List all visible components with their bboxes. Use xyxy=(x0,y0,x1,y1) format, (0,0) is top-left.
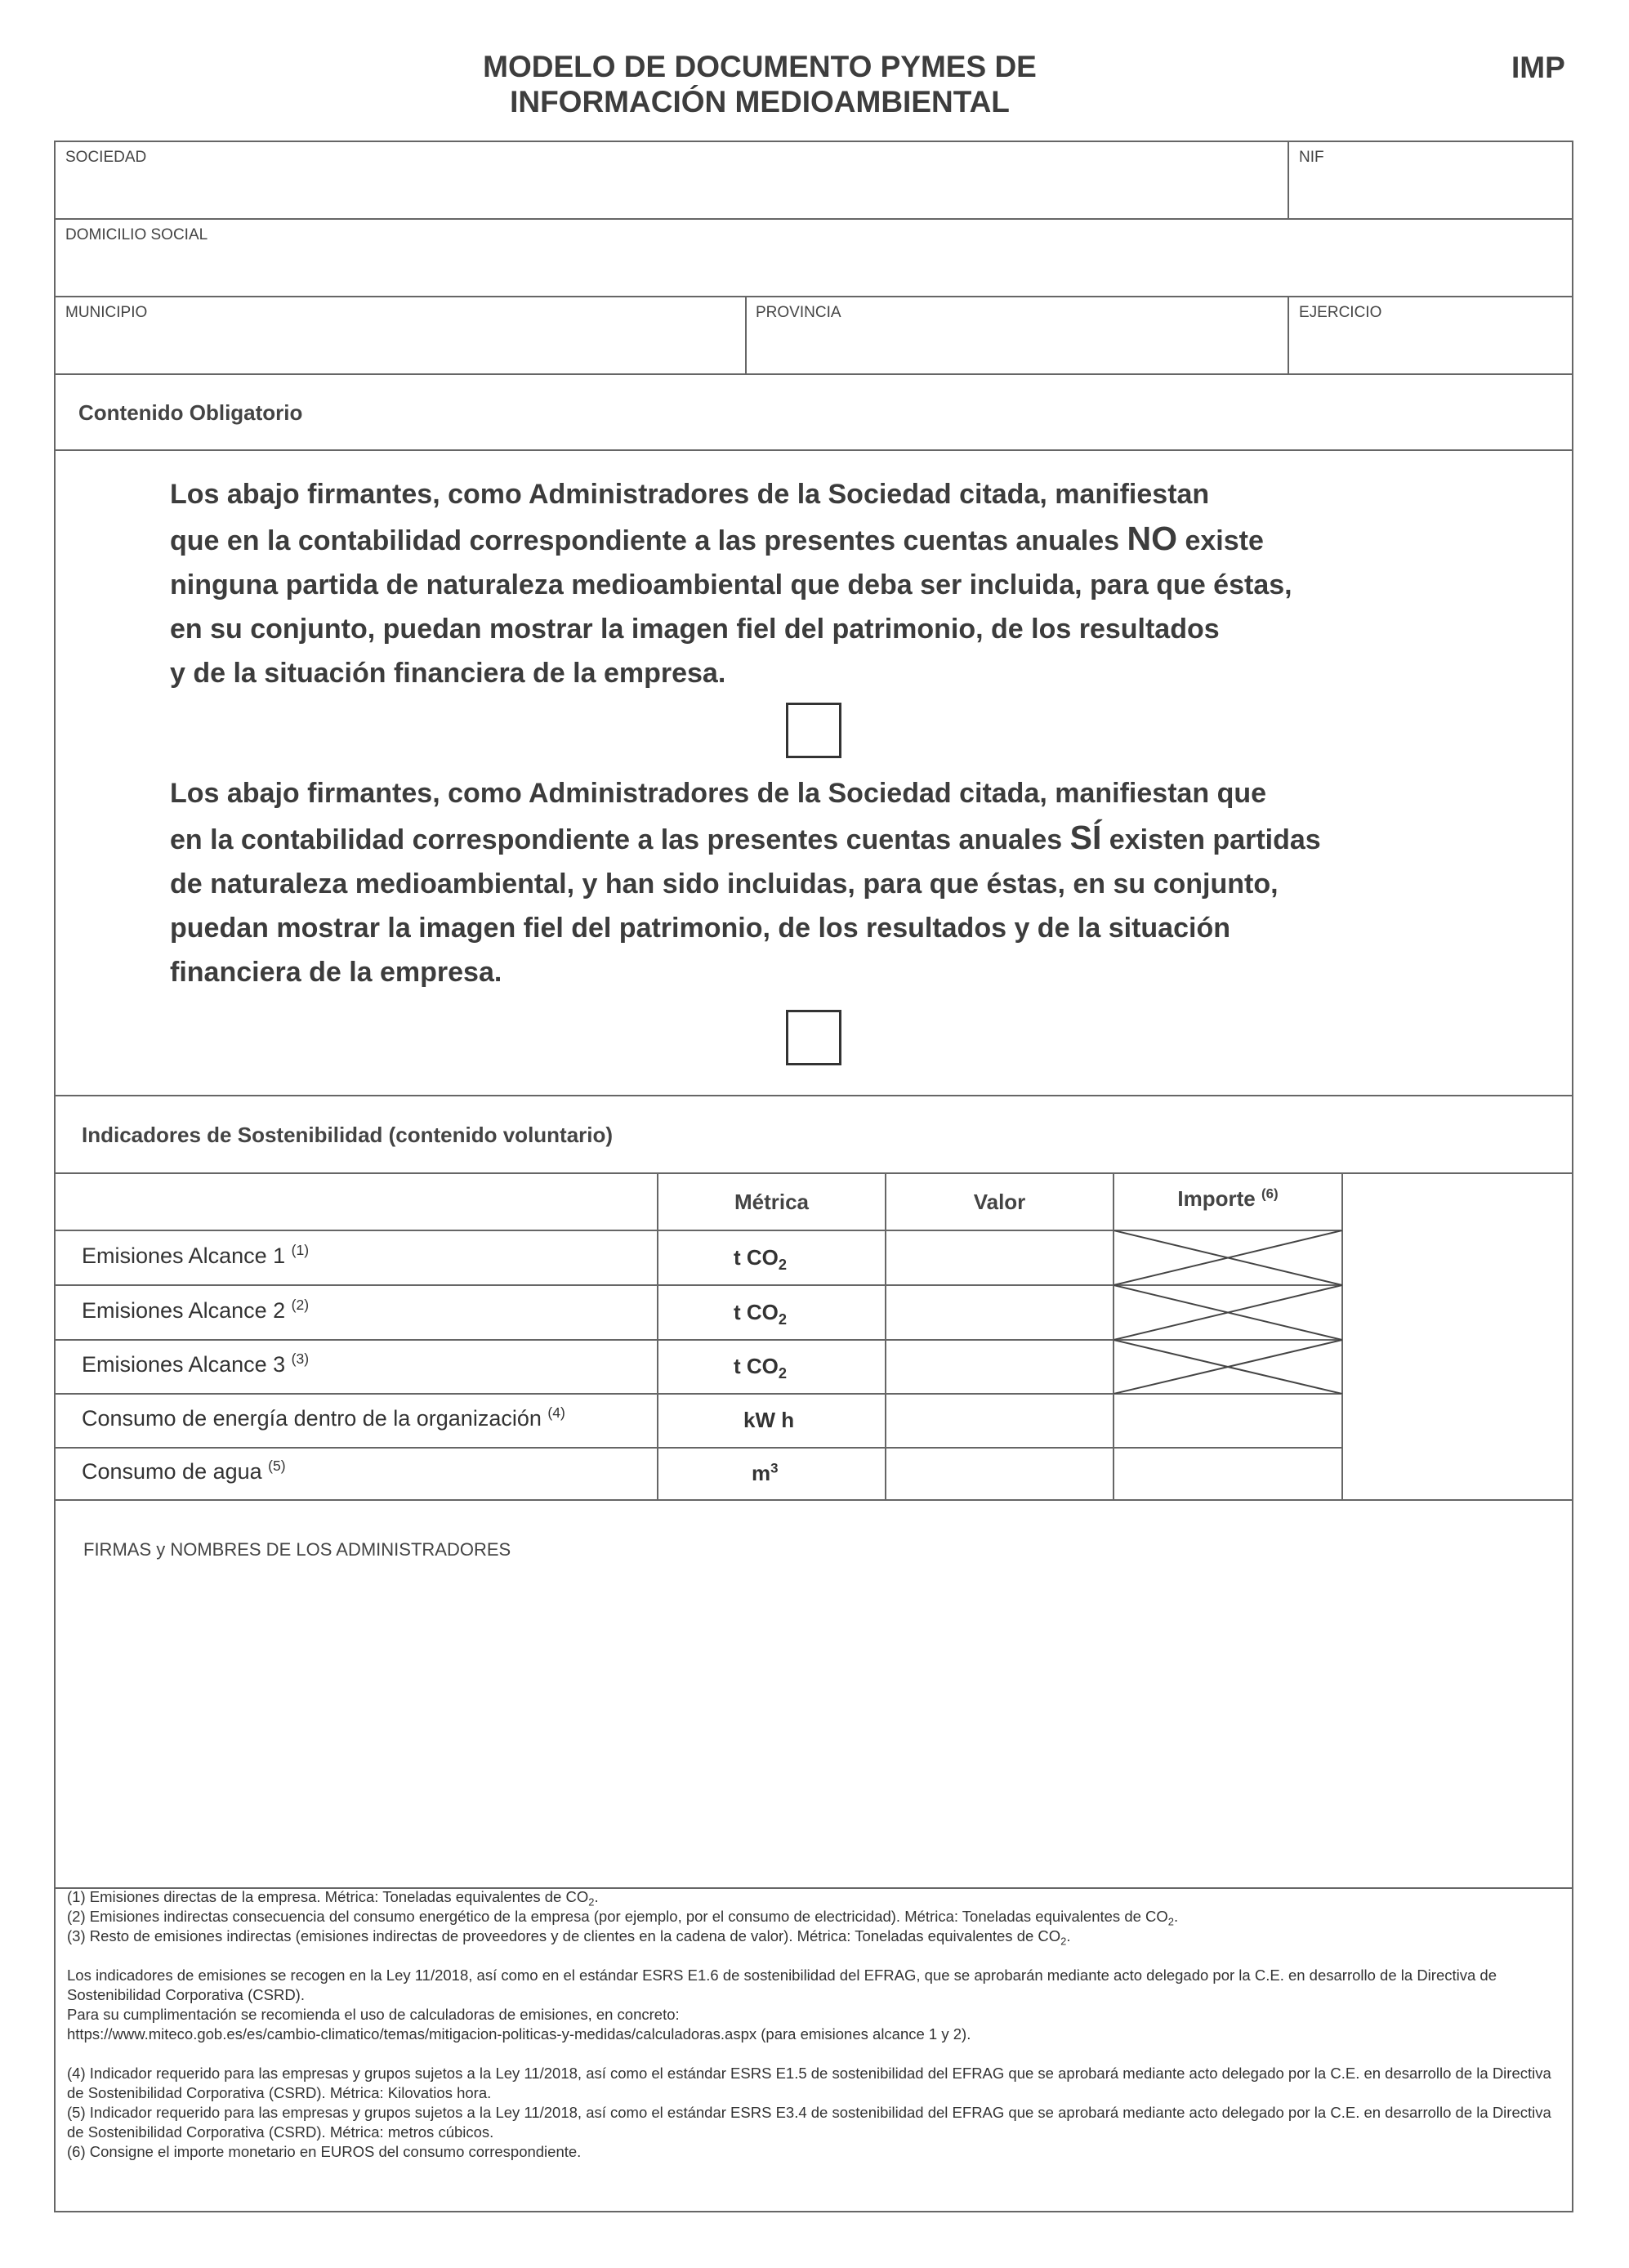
valor-alcance-2[interactable] xyxy=(887,1287,1112,1337)
provincia-label: PROVINCIA xyxy=(756,304,841,321)
divider xyxy=(54,449,1573,451)
obligatorio-heading: Contenido Obligatorio xyxy=(78,400,303,425)
divider xyxy=(1288,141,1289,218)
form-code: IMP xyxy=(1511,51,1565,84)
title-line-2: INFORMACIÓN MEDIOAMBIENTAL xyxy=(510,85,1010,118)
row-label-alcance-1: Emisiones Alcance 1 $^{(1)}$ xyxy=(82,1242,310,1268)
unit-alcance-3: t $CO_2$ xyxy=(734,1354,788,1382)
note-1: (1) Emisiones directas de la empresa. Métrica: Toneladas equivalentes de $CO_2$. xyxy=(67,1888,599,1909)
statement-si: Los abajo firmantes, como Administradores de la Sociedad citada, manifiestan que en la contabilidad correspondiente a las presentes cuentas anuales SÍ existen partidas de naturaleza medioambiental, y han sido incluidas, para que éstas, en su conjunto, puedan mostrar la imagen fiel del patrimonio, de los resultados y de la situación financiera de la empresa. xyxy=(170,778,1321,988)
nif-field[interactable] xyxy=(1292,168,1569,216)
divider xyxy=(657,1172,658,1499)
title-line-1: MODELO DE DOCUMENTO PYMES DE xyxy=(483,50,1037,83)
sociedad-label: SOCIEDAD xyxy=(65,149,147,166)
valor-agua[interactable] xyxy=(887,1449,1112,1498)
row-label-alcance-2: Emisiones Alcance 2 $^{(2)}$ xyxy=(82,1297,310,1323)
note-6: (6) Consigne el importe monetario en EUROS del consumo correspondiente. xyxy=(67,2143,582,2160)
importe-energia[interactable] xyxy=(1115,1395,1340,1445)
emphasis-no: NO xyxy=(1127,520,1177,557)
municipio-label: MUNICIPIO xyxy=(65,304,148,321)
divider xyxy=(885,1172,886,1499)
provincia-field[interactable] xyxy=(750,324,1283,371)
ejercicio-field[interactable] xyxy=(1292,324,1569,371)
note-4: (4) Indicador requerido para las empresas y grupos sujetos a la Ley 11/2018, así como el estándar ESRS E1.5 de sostenibilidad del EFRAG que se aprobará mediante acto delegado por la C.E. en desarrollo de la Directiva de Sostenibilidad Corporativa (CSRD). Métrica: Kilovatios hora. xyxy=(67,2065,1551,2101)
valor-alcance-1[interactable] xyxy=(887,1232,1112,1283)
emphasis-si: SÍ xyxy=(1069,819,1102,856)
municipio-field[interactable] xyxy=(57,324,740,371)
unit-agua: $m^3$ xyxy=(752,1460,779,1485)
row-label-agua: Consumo de agua $^{(5)}$ xyxy=(82,1458,286,1484)
col-valor-header: Valor xyxy=(973,1190,1026,1214)
firmas-label: FIRMAS y NOMBRES DE LOS ADMINISTRADORES xyxy=(83,1539,511,1560)
footnotes xyxy=(67,1887,1554,2162)
document-title xyxy=(359,49,1160,119)
col-metrica-header: Métrica xyxy=(734,1190,810,1214)
divider xyxy=(745,296,747,373)
nif-label: NIF xyxy=(1299,149,1324,166)
col-importe-header: Importe $^{(6)}$ xyxy=(1177,1185,1279,1211)
importe-agua[interactable] xyxy=(1115,1449,1340,1498)
divider xyxy=(54,218,1573,220)
note-3: (3) Resto de emisiones indirectas (emisiones indirectas de proveedores y de clientes en la cadena de valor). Métrica: Toneladas equivalentes de $CO_2$. xyxy=(67,1927,1071,1948)
ejercicio-label: EJERCICIO xyxy=(1299,304,1382,321)
divider xyxy=(54,1447,1343,1449)
note-5: (5) Indicador requerido para las empresas y grupos sujetos a la Ley 11/2018, así como el estándar ESRS E3.4 de sostenibilidad del EFRAG que se aprobará mediante acto delegado por la C.E. en desarrollo de la Directiva de Sostenibilidad Corporativa (CSRD). Métrica: metros cúbicos. xyxy=(67,2104,1551,2141)
note-emisiones: Los indicadores de emisiones se recogen en la Ley 11/2018, así como en el estándar ESRS E1.6 de sostenibilidad del EFRAG, que se aprobarán mediante acto delegado por la C.E. en desarrollo de la Directiva de Sostenibilidad Corporativa (CSRD). xyxy=(67,1967,1497,2003)
note-calculadoras: Para su cumplimentación se recomienda el uso de calculadoras de emisiones, en concreto: xyxy=(67,2006,680,2023)
indicadores-heading: Indicadores de Sostenibilidad (contenido voluntario) xyxy=(82,1123,614,1147)
divider xyxy=(1288,296,1289,373)
row-label-energia: Consumo de energía dentro de la organización $^{(4)}$ xyxy=(82,1404,565,1431)
checkbox-no[interactable] xyxy=(786,703,841,758)
divider xyxy=(54,1499,1573,1501)
checkbox-si[interactable] xyxy=(786,1010,841,1065)
divider xyxy=(54,296,1573,297)
note-2: (2) Emisiones indirectas consecuencia del consumo energético de la empresa (por ejemplo, por el consumo de electricidad). Métrica: Toneladas equivalentes de $CO_2$. xyxy=(67,1908,1179,1928)
statement-no: Los abajo firmantes, como Administradores de la Sociedad citada, manifiestan que en la contabilidad correspondiente a las presentes cuentas anuales NO existe ninguna partida de naturaleza medioambiental que deba ser incluida, para que éstas, en su conjunto, puedan mostrar la imagen fiel del patrimonio, de los resultados y de la situación financiera de la empresa. xyxy=(170,479,1292,689)
divider xyxy=(54,1172,1573,1174)
domicilio-label: DOMICILIO SOCIAL xyxy=(65,226,208,243)
divider xyxy=(54,1095,1573,1096)
divider xyxy=(54,373,1573,375)
calculadoras-link[interactable]: https://www.miteco.gob.es/es/cambio-climatico/temas/mitigacion-politicas-y-medidas/calculadoras.aspx (para emisiones alcance 1 y 2). xyxy=(67,2025,971,2043)
domicilio-field[interactable] xyxy=(57,246,1569,293)
firmas-area[interactable] xyxy=(57,1569,1569,1884)
crossed-cells xyxy=(1114,1230,1342,1394)
valor-energia[interactable] xyxy=(887,1395,1112,1445)
unit-alcance-2: t $CO_2$ xyxy=(734,1300,788,1328)
row-label-alcance-3: Emisiones Alcance 3 $^{(3)}$ xyxy=(82,1351,310,1377)
sociedad-field[interactable] xyxy=(57,168,1283,216)
unit-energia: kW h xyxy=(743,1408,795,1432)
unit-alcance-1: t $CO_2$ xyxy=(734,1245,788,1274)
valor-alcance-3[interactable] xyxy=(887,1342,1112,1391)
